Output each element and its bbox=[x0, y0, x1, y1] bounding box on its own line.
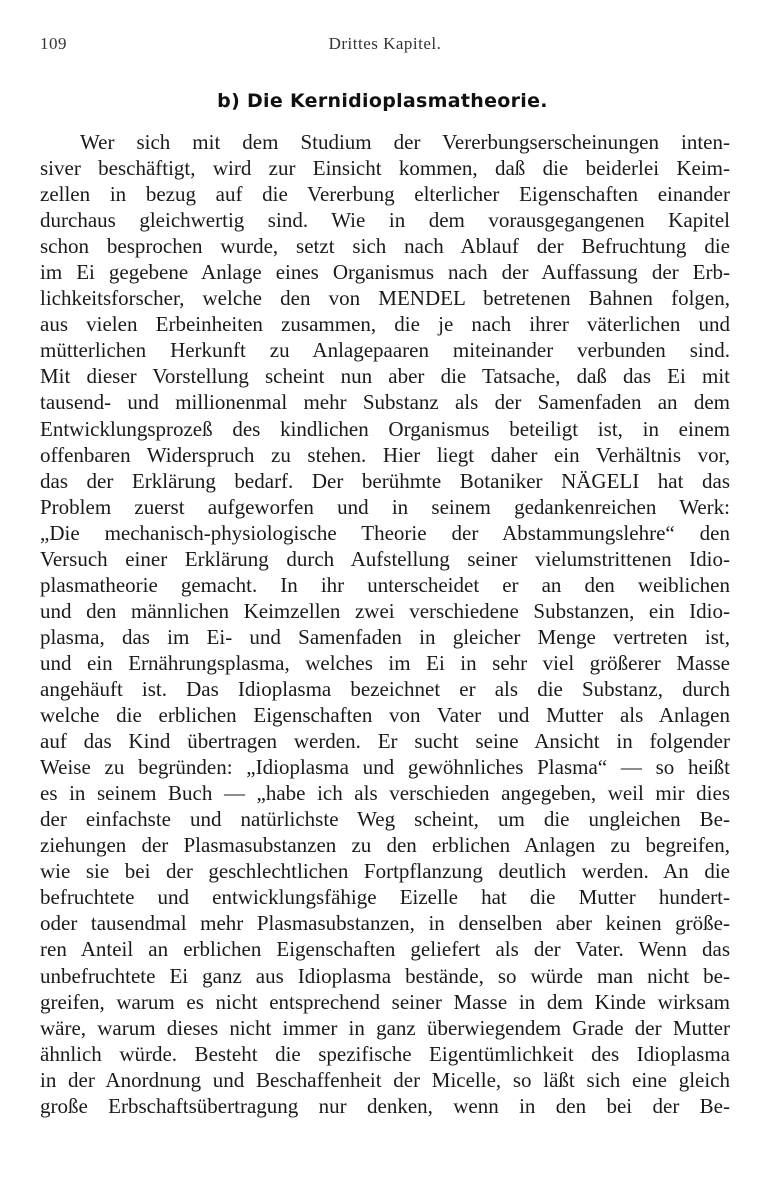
text-line: Wer sich mit dem Studium der Vererbungserscheinungen inten- bbox=[80, 130, 730, 154]
text-line: tausend- und millionenmal mehr Substanz als der Samenfaden an dem bbox=[40, 390, 730, 415]
text-line: und den männlichen Keimzellen zwei verschiedene Substanzen, ein Idio- bbox=[40, 598, 730, 623]
text-line: in der Anordnung und Beschaffenheit der Micelle, so läßt sich eine gleich bbox=[40, 1067, 730, 1092]
text-line: angehäuft ist. Das Idioplasma bezeichnet er als die Substanz, durch bbox=[40, 676, 730, 701]
text-line: und ein Ernährungsplasma, welches im Ei in sehr viel größerer Masse bbox=[40, 650, 730, 675]
text-line: durchaus gleichwertig sind. Wie in dem vorausgegangenen Kapitel bbox=[40, 208, 730, 233]
text-line: Problem zuerst aufgeworfen und in seinem gedankenreichen Werk: bbox=[40, 494, 730, 519]
text-line: unbefruchtete Ei ganz aus Idioplasma bestände, so würde man nicht be- bbox=[40, 963, 730, 988]
text-line: offenbaren Widerspruch zu stehen. Hier liegt daher ein Verhältnis vor, bbox=[40, 442, 730, 467]
running-head bbox=[40, 34, 730, 54]
text-line: Versuch einer Erklärung durch Aufstellung seiner vielumstrittenen Idio- bbox=[40, 546, 730, 571]
text-line: lichkeitsforscher, welche den von MENDEL betretenen Bahnen folgen, bbox=[40, 286, 730, 311]
page-number: 109 bbox=[40, 34, 67, 53]
text-line: aus vielen Erbeinheiten zusammen, die je nach ihrer väterlichen und bbox=[40, 312, 730, 337]
text-line: wie sie bei der geschlechtlichen Fortpflanzung deutlich werden. An die bbox=[40, 859, 730, 884]
text-line: schon besprochen wurde, setzt sich nach Ablauf der Befruchtung die bbox=[40, 234, 730, 259]
text-line: Mit dieser Vorstellung scheint nun aber die Tatsache, daß das Ei mit bbox=[40, 364, 730, 389]
text-line: ziehungen der Plasmasubstanzen zu den erblichen Anlagen zu begreifen, bbox=[40, 833, 730, 858]
text-line: auf das Kind übertragen werden. Er sucht seine Ansicht in folgender bbox=[40, 729, 730, 754]
text-line: zellen in bezug auf die Vererbung elterlicher Eigenschaften einander bbox=[40, 182, 730, 207]
text-line: Entwicklungsprozeß des kindlichen Organismus beteiligt ist, in einem bbox=[40, 416, 730, 441]
text-line: der einfachste und natürlichste Weg scheint, um die ungleichen Be- bbox=[40, 807, 730, 832]
body-text bbox=[40, 129, 730, 1119]
text-line: siver beschäftigt, wird zur Einsicht kommen, daß die beiderlei Keim- bbox=[40, 156, 730, 181]
text-line: welche die erblichen Eigenschaften von Vater und Mutter als Anlagen bbox=[40, 703, 730, 728]
text-line: das der Erklärung bedarf. Der berühmte Botaniker NÄGELI hat das bbox=[40, 468, 730, 493]
text-line: ren Anteil an erblichen Eigenschaften geliefert als der Vater. Wenn das bbox=[40, 937, 730, 962]
text-line: im Ei gegebene Anlage eines Organismus nach der Auffassung der Erb- bbox=[40, 260, 730, 285]
text-line: große Erbschaftsübertragung nur denken, wenn in den bei der Be- bbox=[40, 1093, 730, 1118]
text-line: plasmatheorie gemacht. In ihr unterscheidet er an den weiblichen bbox=[40, 572, 730, 597]
text-line: mütterlichen Herkunft zu Anlagepaaren miteinander verbunden sind. bbox=[40, 338, 730, 363]
text-line: Weise zu begründen: „Idioplasma und gewöhnliches Plasma“ — so heißt bbox=[40, 755, 730, 780]
section-heading: b) Die Kernidioplasmatheorie. bbox=[217, 90, 548, 112]
text-line: plasma, das im Ei- und Samenfaden in gleicher Menge vertreten ist, bbox=[40, 624, 730, 649]
text-line: oder tausendmal mehr Plasmasubstanzen, in denselben aber keinen größe- bbox=[40, 911, 730, 936]
text-line: ähnlich würde. Besteht die spezifische Eigentümlichkeit des Idioplasma bbox=[40, 1041, 730, 1066]
text-line: wäre, warum dieses nicht immer in ganz überwiegendem Grade der Mutter bbox=[40, 1015, 730, 1040]
text-line: es in seinem Buch — „habe ich als verschieden angegeben, weil mir dies bbox=[40, 781, 730, 806]
text-line: greifen, warum es nicht entsprechend seiner Masse in dem Kinde wirksam bbox=[40, 989, 730, 1014]
chapter-title: Drittes Kapitel. bbox=[328, 34, 442, 53]
text-line: befruchtete und entwicklungsfähige Eizelle hat die Mutter hundert- bbox=[40, 885, 730, 910]
text-line: „Die mechanisch-physiologische Theorie der Abstammungslehre“ den bbox=[40, 520, 730, 545]
